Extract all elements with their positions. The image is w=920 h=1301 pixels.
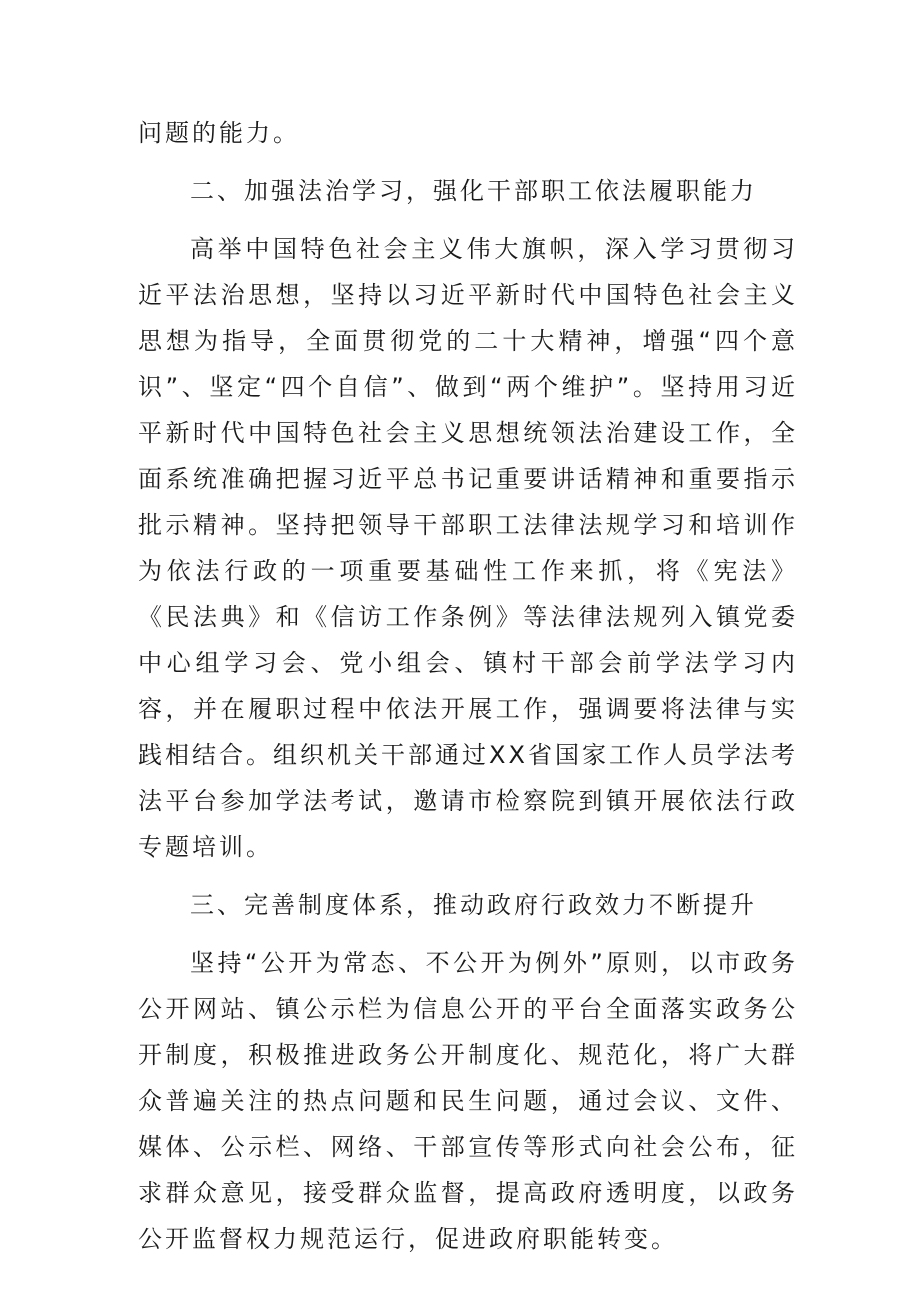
section-heading-2: 二、加强法治学习，强化干部职工依法履职能力 [190,177,757,205]
paragraph-continuation: 问题的能力。 [138,119,300,147]
document-body [138,110,798,1274]
paragraph-open-government: 坚持“公开为常态、不公开为例外”原则，以市政务公开网站、镇公示栏为信息公开的平台全面落实政务公开制度，积极推进政务公开制度化、规范化，将广大群众普遍关注的热点问题和民生问题，通过会议、文件、媒体、公示栏、网络、干部宣传等形式向社会公布，征求群众意见，接受群众监督，提高政府透明度，以政务公开监督权力规范运行，促进政府职能转变。 [138,949,798,1253]
section-heading-3: 三、完善制度体系，推动政府行政效力不断提升 [190,891,757,919]
paragraph-legal-study: 高举中国特色社会主义伟大旗帜，深入学习贯彻习近平法治思想，坚持以习近平新时代中国特色社会主义思想为指导，全面贯彻党的二十大精神，增强“四个意识”、坚定“四个自信”、做到“两个维护”。坚持用习近平新时代中国特色社会主义思想统领法治建设工作，全面系统准确把握习近平总书记重要讲话精神和重要指示批示精神。坚持把领导干部职工法律法规学习和培训作为依法行政的一项重要基础性工作来抓，将《宪法》《民法典》和《信访工作条例》等法律法规列入镇党委中心组学习会、党小组会、镇村干部会前学法学习内容，并在履职过程中依法开展工作，强调要将法律与实践相结合。组织机关干部通过XX省国家工作人员学法考法平台参加学法考试，邀请市检察院到镇开展依法行政专题培训。 [138,235,798,861]
